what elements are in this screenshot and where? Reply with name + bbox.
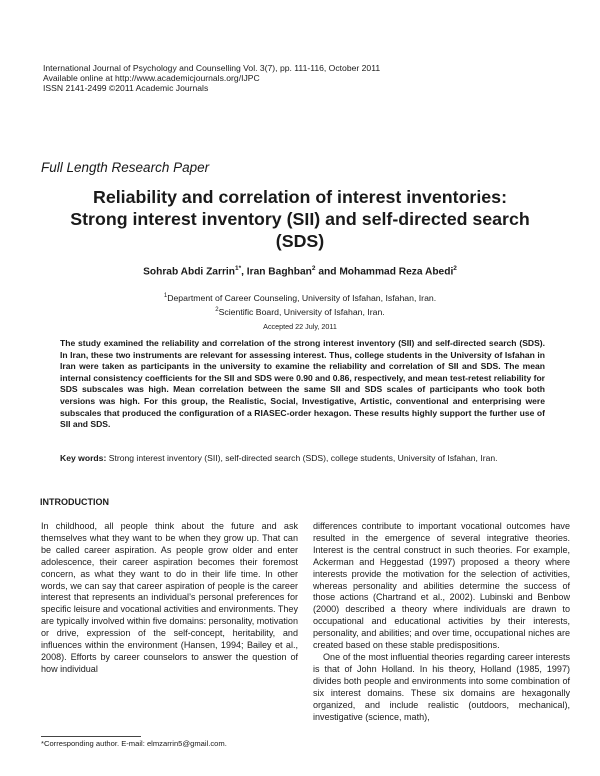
journal-citation: International Journal of Psychology and Counselling Vol. 3(7), pp. 111-116, October 2011 bbox=[43, 63, 381, 73]
author-superscript: 2 bbox=[311, 265, 316, 272]
author-separator: and bbox=[315, 266, 340, 278]
affiliation-text: Department of Career Counseling, University of Isfahan, Isfahan, Iran. bbox=[167, 292, 437, 303]
affiliations bbox=[40, 290, 560, 318]
body-column-right bbox=[313, 521, 570, 723]
paper-title bbox=[40, 186, 560, 252]
author-separator: , bbox=[241, 266, 247, 278]
author-superscript: 1* bbox=[234, 265, 242, 272]
footnote-divider bbox=[41, 736, 141, 737]
author-list bbox=[40, 265, 560, 277]
affiliation bbox=[40, 290, 560, 304]
body-column-left bbox=[41, 521, 298, 676]
keywords-label: Key words: bbox=[60, 453, 107, 463]
keywords bbox=[60, 453, 548, 465]
author-name: Sohrab Abdi Zarrin bbox=[143, 266, 235, 278]
body-paragraph: differences contribute to important vocational outcomes have resulted in the emergence of several integrative theories. Interest is the central construct in such theories. For example, Ackerman and Heggestad (1997) proposed a theory where interests provide the motivation for the selection of activities, whereas personality and abilities determine the success of those actions (Chartrand et al., 2002). Lubinski and Benbow (2000) described a theory where individuals are drawn to occupational and educational activities by their interests, personality, and abilities; and over time, occupational niches are created based on these stable predispositions. bbox=[313, 521, 570, 651]
accepted-date: Accepted 22 July, 2011 bbox=[263, 322, 337, 331]
affiliation-number: 2 bbox=[215, 306, 219, 313]
corresponding-author-footnote: *Corresponding author. E-mail: elmzarrin5@gmail.com. bbox=[41, 739, 227, 748]
body-paragraph: In childhood, all people think about the future and ask themselves what they want to be when they grow up. That can be called career aspiration. As people grow older and enter adolescence, their career aspiration becomes their foremost concern, as what they want to do in their life time. In other words, we can say that career aspiration of people is the career interest that represents an individual’s personal preferences for specific leisure and vocational activities and environments. They are typically involved within five domains: personality, motivation or drive, expression of the self-concept, heritability, and influences within the environment (Hansen, 1994; Bailey et al., 2008). Efforts by career counselors to answer the question of how individual bbox=[41, 521, 298, 674]
affiliation-text: Scientific Board, University of Isfahan, Iran. bbox=[218, 306, 385, 317]
journal-issn: ISSN 2141-2499 ©2011 Academic Journals bbox=[43, 83, 209, 94]
author-name: Iran Baghban bbox=[246, 266, 312, 278]
title-line-1: Reliability and correlation of interest inventories: bbox=[93, 187, 507, 207]
abstract: The study examined the reliability and correlation of the strong interest inventory (SII) and self-directed search (SDS). In Iran, these two instruments are relevant for assessing interest. Thus, college students in the University of Isfahan in Iran were taken as participants in the university to examine the reliability and correlation of SII and SDS. The mean internal consistency coefficients for the SII and SDS were 0.90 and 0.86, respectively, and mean test-retest reliability for SDS subscales was high. Mean correlation between the same SII and SDS scales of participants who took both versions was high. For this group, the Realistic, Social, Investigative, Artistic, conventional and enterprising were subscales that produced the configuration of a RIASEC-order hexagon. These results highly support the further use of SII and SDS. bbox=[60, 338, 545, 430]
journal-header bbox=[43, 63, 380, 94]
article-type: Full Length Research Paper bbox=[41, 160, 210, 175]
author-superscript: 2 bbox=[453, 265, 457, 272]
body-paragraph: One of the most influential theories regarding career interests is that of John Holland. In his theory, Holland (1985, 1997) divides both people and environments into some combination of six interest domains. These six domains are hexagonally organized, and include realistic (outdoors, mechanical), investigative (science, math), bbox=[313, 651, 570, 722]
affiliation-number: 1 bbox=[163, 293, 168, 299]
author-name: Mohammad Reza Abedi bbox=[339, 266, 454, 278]
affiliation bbox=[40, 304, 560, 318]
title-line-2: Strong interest inventory (SII) and self-directed search bbox=[70, 209, 530, 229]
keywords-text: Strong interest inventory (SII), self-directed search (SDS), college students, University of Isfahan, Iran. bbox=[106, 453, 498, 463]
section-heading-introduction: INTRODUCTION bbox=[40, 497, 109, 507]
journal-availability: Available online at http://www.academicjournals.org/IJPC bbox=[43, 73, 260, 84]
title-line-3: (SDS) bbox=[275, 231, 325, 251]
